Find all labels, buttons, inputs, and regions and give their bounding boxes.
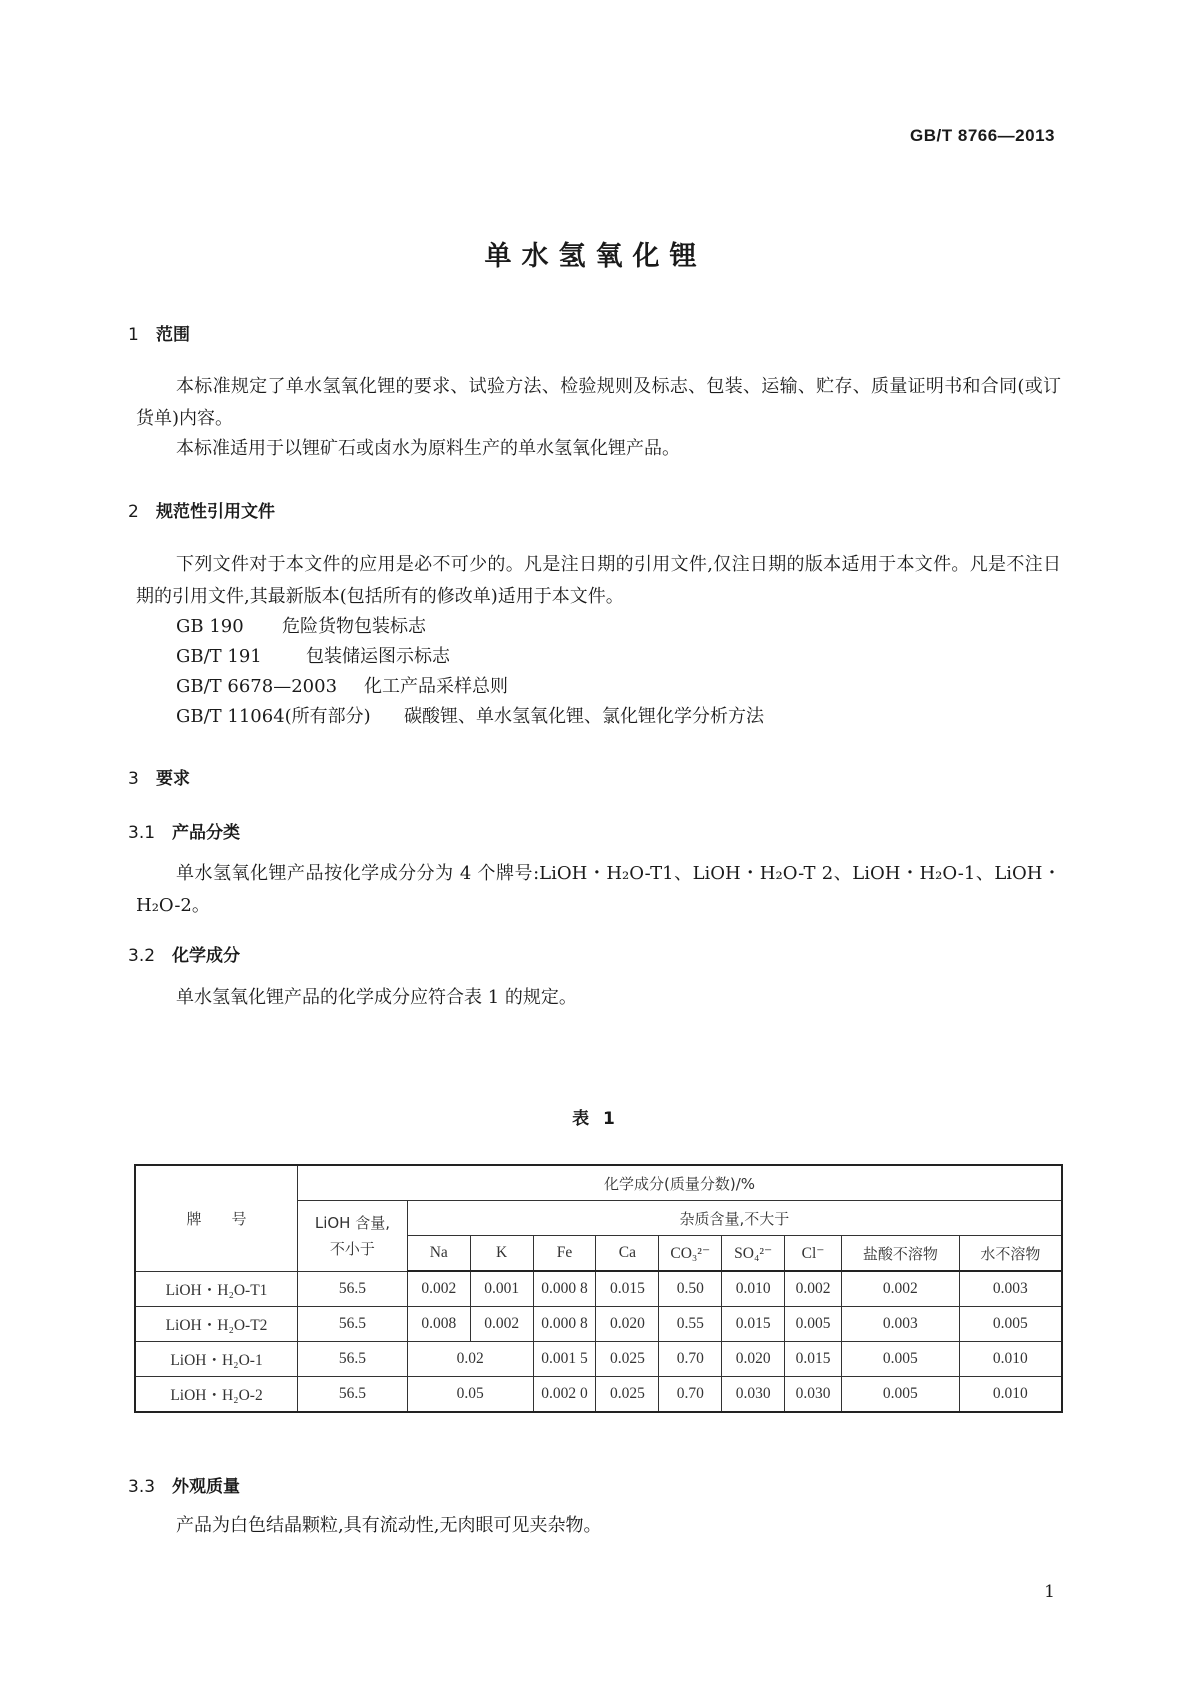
section-3-1-heading: [128, 818, 240, 843]
separator: 、: [673, 863, 693, 884]
header-chemical-composition: 化学成分(质量分数)/%: [298, 1165, 1062, 1201]
cell-na: 0.008: [407, 1307, 470, 1342]
table-row: [135, 1307, 1062, 1342]
cell-ca: 0.025: [596, 1377, 659, 1413]
cell-cl: 0.015: [785, 1342, 842, 1377]
cell-co3: 0.70: [659, 1377, 722, 1413]
section-title: 产品分类: [172, 823, 240, 843]
cell-lioh: 56.5: [298, 1271, 408, 1307]
section-title: 要求: [156, 769, 190, 789]
section-1-paragraph-2: 本标准适用于以锂矿石或卤水为原料生产的单水氢氧化锂产品。: [176, 438, 680, 459]
separator: 、: [833, 863, 853, 884]
section-3-heading: [128, 764, 190, 789]
reference-code: GB 190: [176, 616, 244, 637]
cell-so4: 0.015: [722, 1307, 785, 1342]
header-ca: Ca: [596, 1236, 659, 1272]
cell-so4: 0.010: [722, 1271, 785, 1307]
table-caption: 表 1: [572, 1109, 619, 1129]
cell-fe: 0.001 5: [533, 1342, 596, 1377]
header-lioh-content: LiOH 含量,不小于: [298, 1201, 408, 1272]
table-row: [135, 1342, 1062, 1377]
cell-k: 0.001: [470, 1271, 533, 1307]
section-title: 范围: [156, 325, 190, 345]
section-title: 化学成分: [172, 946, 240, 966]
cell-cl: 0.002: [785, 1271, 842, 1307]
header-so4: SO₄²⁻: [722, 1236, 785, 1272]
reference-code: GB/T 11064(所有部分): [176, 706, 371, 727]
section-3-3-heading: [128, 1472, 240, 1497]
cell-hcl-insoluble: 0.002: [842, 1271, 960, 1307]
cell-grade: LiOH・H₂O-2: [135, 1377, 298, 1413]
cell-na: 0.002: [407, 1271, 470, 1307]
cell-na-k: 0.02: [407, 1342, 533, 1377]
cell-ca: 0.015: [596, 1271, 659, 1307]
cell-fe: 0.000 8: [533, 1307, 596, 1342]
cell-cl: 0.030: [785, 1377, 842, 1413]
grade-name: LiOH・H₂O-T 2: [692, 863, 834, 884]
cell-co3: 0.50: [659, 1271, 722, 1307]
cell-water-insoluble: 0.010: [959, 1342, 1062, 1377]
reference-code: GB/T 6678—2003: [176, 676, 338, 697]
page-number: 1: [1044, 1582, 1055, 1602]
header-hcl-insoluble: 盐酸不溶物: [842, 1236, 960, 1272]
cell-co3: 0.70: [659, 1342, 722, 1377]
cell-fe: 0.002 0: [533, 1377, 596, 1413]
section-title: 外观质量: [172, 1477, 240, 1497]
grade-name: LiOH・H₂O-1: [852, 863, 976, 884]
section-2-paragraph-1: 下列文件对于本文件的应用是必不可少的。凡是注日期的引用文件,仅注日期的版本适用于本文件。凡是不注日期的引用文件,其最新版本(包括所有的修改单)适用于本文件。: [136, 554, 1061, 607]
cell-cl: 0.005: [785, 1307, 842, 1342]
cell-water-insoluble: 0.005: [959, 1307, 1062, 1342]
cell-fe: 0.000 8: [533, 1271, 596, 1307]
cell-grade: LiOH・H₂O-T1: [135, 1271, 298, 1307]
cell-hcl-insoluble: 0.003: [842, 1307, 960, 1342]
cell-hcl-insoluble: 0.005: [842, 1342, 960, 1377]
cell-water-insoluble: 0.003: [959, 1271, 1062, 1307]
section-number: 3.1: [128, 823, 156, 843]
header-grade: 牌 号: [135, 1165, 298, 1271]
header-co3: CO₃²⁻: [659, 1236, 722, 1272]
reference-title: 包装储运图示标志: [306, 646, 450, 667]
section-number: 3.3: [128, 1477, 156, 1497]
table-header-row: [135, 1165, 1062, 1201]
section-3-1-paragraph: [136, 858, 1061, 922]
cell-so4: 0.030: [722, 1377, 785, 1413]
header-na: Na: [407, 1236, 470, 1272]
cell-na-k: 0.05: [407, 1377, 533, 1413]
section-1-paragraph-1: 本标准规定了单水氢氧化锂的要求、试验方法、检验规则及标志、包装、运输、贮存、质量证明书和合同(或订货单)内容。: [136, 376, 1061, 429]
cell-lioh: 56.5: [298, 1342, 408, 1377]
header-k: K: [470, 1236, 533, 1272]
header-cl: Cl⁻: [785, 1236, 842, 1272]
section-number: 3: [128, 769, 139, 789]
cell-water-insoluble: 0.010: [959, 1377, 1062, 1413]
separator: 、: [975, 863, 995, 884]
section-3-2-heading: [128, 941, 240, 966]
cell-lioh: 56.5: [298, 1307, 408, 1342]
reference-title: 碳酸锂、单水氢氧化锂、氯化锂化学分析方法: [404, 706, 764, 727]
section-number: 2: [128, 502, 139, 522]
document-title: 单水氢氧化锂: [484, 241, 707, 272]
cell-co3: 0.55: [659, 1307, 722, 1342]
cell-ca: 0.020: [596, 1307, 659, 1342]
section-1-heading: [128, 320, 190, 345]
reference-item: [176, 611, 426, 643]
standard-number: GB/T 8766—2013: [910, 126, 1055, 145]
header-impurity-content: 杂质含量,不大于: [407, 1201, 1062, 1236]
reference-title: 危险货物包装标志: [282, 616, 426, 637]
paragraph-end: 。: [191, 895, 210, 916]
paragraph-lead: 单水氢氧化锂产品按化学成分分为 4 个牌号:: [176, 863, 540, 884]
reference-item: [176, 671, 508, 703]
chemical-composition-table: [134, 1164, 1063, 1413]
section-3-2-paragraph: 单水氢氧化锂产品的化学成分应符合表 1 的规定。: [176, 987, 577, 1008]
reference-code: GB/T 191: [176, 646, 262, 667]
cell-grade: LiOH・H₂O-T2: [135, 1307, 298, 1342]
reference-title: 化工产品采样总则: [364, 676, 508, 697]
cell-hcl-insoluble: 0.005: [842, 1377, 960, 1413]
header-fe: Fe: [533, 1236, 596, 1272]
header-water-insoluble: 水不溶物: [959, 1236, 1062, 1272]
section-3-3-paragraph: 产品为白色结晶颗粒,具有流动性,无肉眼可见夹杂物。: [176, 1515, 602, 1536]
cell-k: 0.002: [470, 1307, 533, 1342]
table-row: [135, 1377, 1062, 1413]
reference-item: [176, 641, 450, 673]
section-title: 规范性引用文件: [156, 502, 275, 522]
reference-item: [176, 701, 764, 733]
cell-grade: LiOH・H₂O-1: [135, 1342, 298, 1377]
section-number: 1: [128, 325, 139, 345]
grade-name: LiOH・H₂O-2: [136, 863, 1062, 916]
section-number: 3.2: [128, 946, 156, 966]
section-2-heading: [128, 497, 275, 522]
grade-name: LiOH・H₂O-T1: [539, 863, 674, 884]
cell-ca: 0.025: [596, 1342, 659, 1377]
table-row: [135, 1271, 1062, 1307]
cell-lioh: 56.5: [298, 1377, 408, 1413]
cell-so4: 0.020: [722, 1342, 785, 1377]
